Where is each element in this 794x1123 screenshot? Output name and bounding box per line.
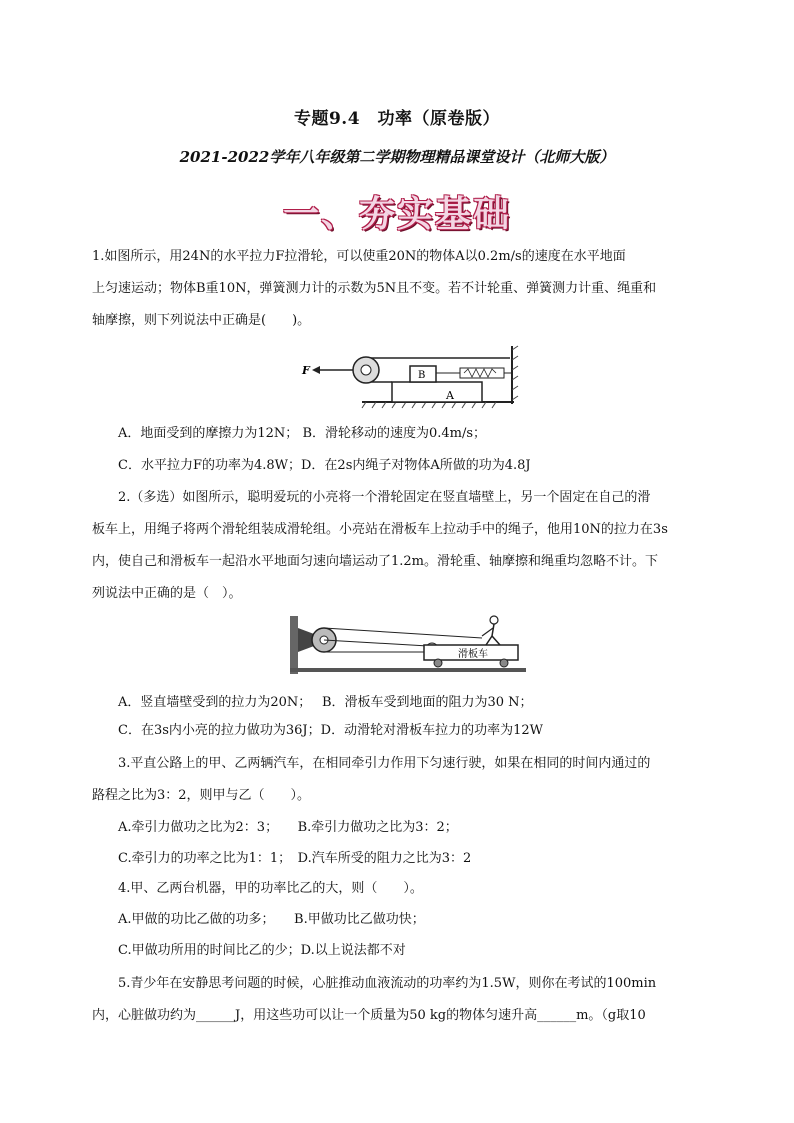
q4-line-1: 4.甲、乙两台机器，甲的功率比乙的大，则（ ）。 (118, 881, 423, 896)
q2-line-1: 2.（多选）如图所示，聪明爱玩的小亮将一个滑轮固定在竖直墙壁上，另一个固定在自己的滑 (118, 490, 651, 505)
q1-options-cd: C．水平拉力F的功率为4.8W；D．在2s内绳子对物体A所做的功为4.8J (118, 458, 531, 473)
q4-options-ab: A.甲做的功比乙做的功多； B.甲做功比乙做功快； (118, 912, 425, 927)
label-force-f: F (302, 364, 310, 377)
q3-line-2: 路程之比为3：2，则甲与乙（ ）。 (92, 788, 311, 803)
label-block-b: B (418, 370, 426, 381)
q5-line-1: 5.青少年在安静思考问题的时候，心脏推动血液流动的功率约为1.5W，则你在考试的100min (118, 976, 657, 991)
label-skateboard: 滑板车 (458, 649, 488, 660)
page-title: 专题9.4 功率（原卷版） (293, 109, 501, 129)
pulley-figure-2 (290, 614, 530, 676)
q2-options-ab: A．竖直墙壁受到的拉力为20N； B．滑板车受到地面的阻力为30 N； (118, 695, 533, 710)
q2-line-2: 板车上，用绳子将两个滑轮组装成滑轮组。小亮站在滑板车上拉动手中的绳子，他用10N的拉力在3s (92, 522, 668, 537)
q5-line-2: 内，心脏做功约为______J，用这些功可以让一个质量为50 kg的物体匀速升高______m。（g取10 (92, 1008, 646, 1023)
section-header: 一、夯实基础 (282, 193, 511, 235)
q4-options-cd: C.甲做功所用的时间比乙的少；D.以上说法都不对 (118, 943, 406, 958)
q2-line-4: 列说法中正确的是（ ）。 (92, 586, 242, 601)
q1-line-3: 轴摩擦，则下列说法中正确是( )。 (92, 313, 311, 328)
q3-options-ab: A.牵引力做功之比为2：3； B.牵引力做功之比为3：2； (118, 820, 458, 835)
q2-options-cd: C．在3s内小亮的拉力做功为36J；D．动滑轮对滑板车拉力的功率为12W (118, 723, 543, 738)
q2-line-3: 内，使自己和滑板车一起沿水平地面匀速向墙运动了1.2m。滑轮重、轴摩擦和绳重均忽略不计。下 (92, 554, 659, 569)
q3-line-1: 3.平直公路上的甲、乙两辆汽车，在相同牵引力作用下匀速行驶，如果在相同的时间内通过的 (118, 756, 651, 771)
q1-line-1: 1.如图所示，用24N的水平拉力F拉滑轮，可以使重20N的物体A以0.2m/s的速度在水平地面 (92, 249, 626, 264)
q3-options-cd: C.牵引力的功率之比为1：1； D.汽车所受的阻力之比为3：2 (118, 851, 472, 866)
q1-line-2: 上匀速运动；物体B重10N，弹簧测力计的示数为5N且不变。若不计轮重、弹簧测力计重、绳重和 (92, 281, 657, 296)
q1-options-ab: A．地面受到的摩擦力为12N； B．滑轮移动的速度为0.4m/s； (118, 426, 487, 441)
page-subtitle: 2021-2022学年八年级第二学期物理精品课堂设计（北师大版） (179, 148, 615, 166)
label-block-a: A (446, 389, 454, 402)
pulley-figure-1 (300, 344, 520, 410)
